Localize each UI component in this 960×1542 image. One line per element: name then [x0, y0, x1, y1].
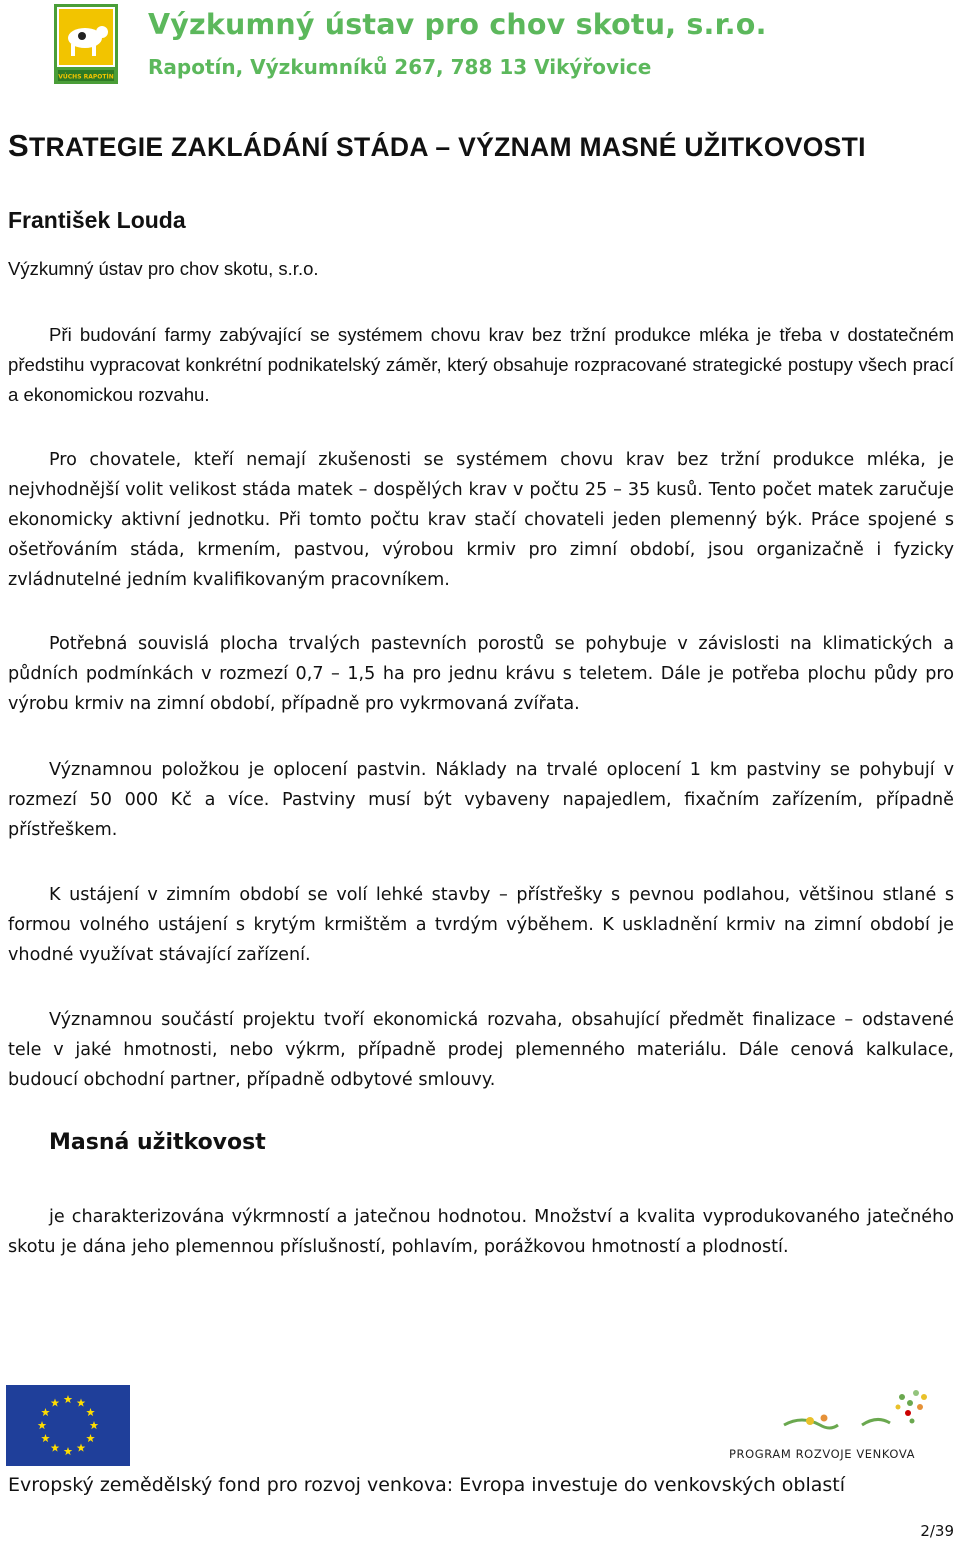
program-rozvoje-venkova-logo-icon: [712, 1385, 932, 1445]
section-heading: Masná užitkovost: [49, 1130, 266, 1155]
program-rozvoje-venkova-logo: [712, 1385, 932, 1467]
paragraph-3: Potřebná souvislá plocha trvalých pastevních porostů se pohybuje v závislosti na klimatických a půdních podmínkách v rozmezí 0,7 – 1,5 ha pro jednu krávu s teletem. Dále je potřeba plochu půdy pro výrobu krmiv na zimní období, případně pro vykrmovaná zvířata.: [8, 634, 954, 714]
eu-flag-icon: [6, 1385, 130, 1466]
logo-text: VÚCHS RAPOTÍN: [58, 73, 114, 81]
section-paragraph: je charakterizována výkrmností a jatečnou hodnotou. Množství a kvalita vyprodukovaného jatečného skotu je dána jeho plemennou příslušností, pohlavím, porážkovou hmotností a plodností.: [8, 1207, 954, 1257]
title-rest: TRATEGIE ZAKLÁDÁNÍ STÁDA – VÝZNAM MASNÉ UŽITKOVOSTI: [28, 132, 866, 162]
program-label: PROGRAM ROZVOJE VENKOVA: [728, 1447, 916, 1461]
org-address: Rapotín, Výzkumníků 267, 788 13 Vikýřovice: [148, 55, 652, 79]
author-name: František Louda: [8, 207, 186, 233]
page-number: 2/39: [920, 1522, 954, 1540]
paragraph-2: Pro chovatele, kteří nemají zkušenosti se systémem chovu krav bez tržní produkce mléka, je nejvhodnější volit velikost stáda matek – dospělých krav v počtu 25 – 35 kusů. Tento počet matek zaručuje ekonomicky aktivní jednotku. Při tomto počtu krav stačí chovateli jeden plemenný býk. Práce spojené s ošetřováním stáda, krmením, pastvou, výrobou krmiv pro zimní období, jsou organizačně i fyzicky zvládnutelné jedním kvalifikovaným pracovníkem.: [8, 450, 954, 590]
cow-logo-icon: [54, 4, 118, 84]
page-header: [0, 0, 960, 90]
paragraph-6: Významnou součástí projektu tvoří ekonomická rozvaha, obsahující předmět finalizace – odstavené tele v jaké hmotnosti, nebo výkrm, případně prodej plemenného materiálu. Dále cenová kalkulace, budoucí obchodní partner, případně odbytové smlouvy.: [8, 1010, 954, 1090]
document-title: [8, 128, 866, 164]
fund-text: Evropský zemědělský fond pro rozvoj venkova: Evropa investuje do venkovských oblastí: [8, 1474, 846, 1496]
paragraph-1: Při budování farmy zabývající se systémem chovu krav bez tržní produkce mléka je třeba v dostatečném předstihu vypracovat konkrétní podnikatelský záměr, který obsahuje rozpracované strategické postupy všech prací a ekonomickou rozvahu.: [8, 324, 954, 405]
paragraph-5: K ustájení v zimním období se volí lehké stavby – přístřešky s pevnou podlahou, většinou stlané s formou volného ustájení s krytým krmištěm a tvrdým výběhem. K uskladnění krmiv na zimní období je vhodné využívat stávající zařízení.: [8, 885, 954, 965]
title-first-letter: S: [8, 128, 29, 163]
org-name: Výzkumný ústav pro chov skotu, s.r.o.: [148, 8, 767, 41]
author-affiliation: Výzkumný ústav pro chov skotu, s.r.o.: [8, 258, 319, 279]
paragraph-4: Významnou položkou je oplocení pastvin. Náklady na trvalé oplocení 1 km pastviny se pohybují v rozmezí 50 000 Kč a více. Pastviny musí být vybaveny napajedlem, fixačním zařízením, případně přístřeškem.: [8, 760, 954, 840]
